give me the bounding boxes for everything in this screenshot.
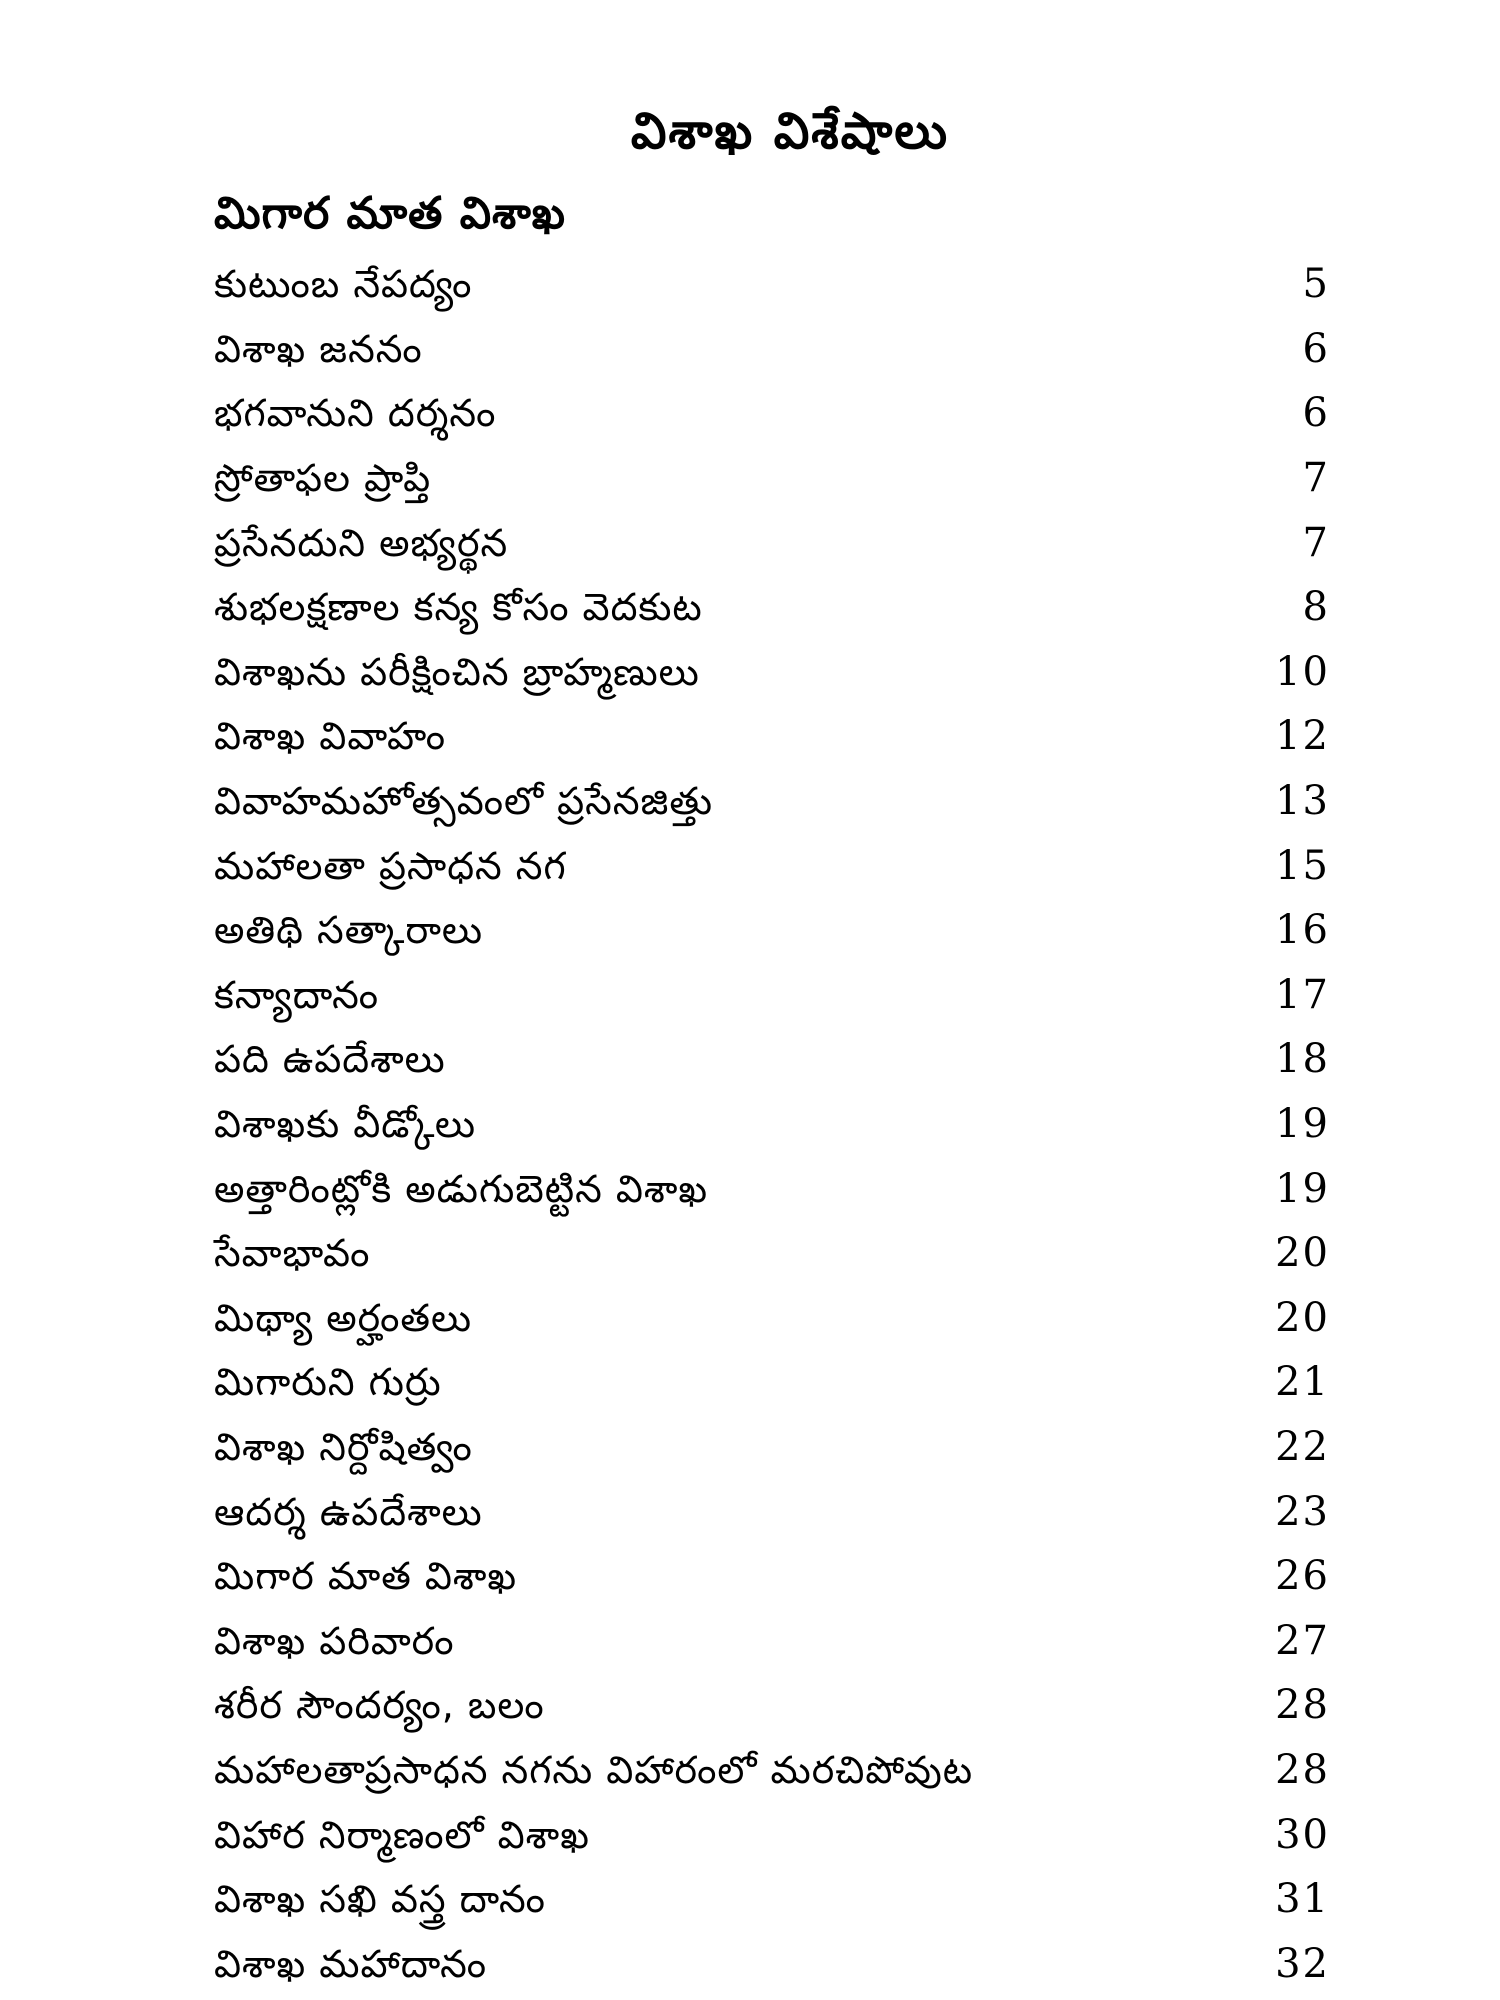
toc-entry xyxy=(214,1092,1330,1157)
toc-entry-page-number: 17 xyxy=(1275,971,1330,1018)
toc-entry-page-number: 20 xyxy=(1275,1230,1330,1277)
document-title: విశాఖ విశేషాలు xyxy=(630,102,950,160)
toc-entry-page-number: 28 xyxy=(1275,1682,1330,1729)
toc-entry-page-number: 13 xyxy=(1275,778,1330,825)
toc-entry xyxy=(214,317,1330,382)
toc-entry xyxy=(214,446,1330,511)
toc-entry xyxy=(214,1673,1330,1738)
toc-entry xyxy=(214,1286,1330,1351)
toc-entry xyxy=(214,1931,1330,1996)
toc-entry-title: పది ఉపదేశాలు xyxy=(214,1037,446,1082)
toc-entry-title: మిగార మాత విశాఖ xyxy=(214,1554,518,1599)
toc-entry-page-number: 22 xyxy=(1275,1423,1330,1470)
toc-entry xyxy=(214,510,1330,575)
toc-entry-title: విశాఖ మహాదానం xyxy=(214,1941,488,1986)
toc-entry-title: మహాలతాప్రసాధన నగను విహారంలో మరచిపోవుట xyxy=(214,1747,974,1792)
toc-entry-title: వివాహమహోత్సవంలో ప్రసేనజిత్తు xyxy=(214,779,714,824)
toc-entry-title: మిగారుని గుర్రు xyxy=(214,1360,442,1405)
toc-entry xyxy=(214,1156,1330,1221)
toc-entry-title: అతిథి సత్కారాలు xyxy=(214,908,484,953)
toc-entry-page-number: 8 xyxy=(1302,584,1330,631)
toc-entry-page-number: 6 xyxy=(1302,390,1330,437)
toc-entry-title: మిథ్యా అర్హంతలు xyxy=(214,1295,473,1340)
toc-entry xyxy=(214,381,1330,446)
toc-entry-page-number: 7 xyxy=(1302,519,1330,566)
toc-entry-title: విశాఖ సఖి వస్త్ర దానం xyxy=(214,1877,546,1922)
toc-entry xyxy=(214,1867,1330,1932)
toc-entry-page-number: 30 xyxy=(1275,1811,1330,1858)
toc-entry-title: విశాఖ నిర్దోషిత్వం xyxy=(214,1424,473,1469)
toc-entry-page-number: 5 xyxy=(1302,261,1330,308)
toc-entry-title: మహాలతా ప్రసాధన నగ xyxy=(214,843,567,888)
toc-entry xyxy=(214,1802,1330,1867)
toc-entry xyxy=(214,640,1330,705)
toc-entry-page-number: 23 xyxy=(1275,1488,1330,1535)
section-heading: మిగార మాత విశాఖ xyxy=(214,188,567,239)
toc-entry-title: కన్యాదానం xyxy=(214,972,380,1017)
toc-entry xyxy=(214,1027,1330,1092)
toc-entry-page-number: 16 xyxy=(1275,907,1330,954)
toc-entry-page-number: 18 xyxy=(1275,1036,1330,1083)
toc-entry-title: అత్తారింట్లోకి అడుగుబెట్టిన విశాఖ xyxy=(214,1166,709,1211)
toc-entry xyxy=(214,1608,1330,1673)
toc-entry-title: స్రోతాఫల ప్రాప్తి xyxy=(214,456,432,501)
toc-entry-title: భగవానుని దర్శనం xyxy=(214,391,497,436)
toc-entry-page-number: 26 xyxy=(1275,1553,1330,1600)
toc-entry-page-number: 6 xyxy=(1302,325,1330,372)
toc-entry-title: శుభలక్షణాల కన్య కోసం వెదకుట xyxy=(214,585,703,630)
toc-entry-title: విశాఖ జననం xyxy=(214,326,423,371)
toc-entry-page-number: 19 xyxy=(1275,1165,1330,1212)
toc-entry-title: విశాఖను పరీక్షించిన బ్రాహ్మణులు xyxy=(214,649,700,694)
toc-entry-page-number: 27 xyxy=(1275,1617,1330,1664)
toc-entry-page-number: 10 xyxy=(1275,648,1330,695)
toc-entry-page-number: 28 xyxy=(1275,1746,1330,1793)
toc-entry-title: శరీర సౌందర్యం, బలం xyxy=(214,1683,545,1728)
toc-entry-page-number: 19 xyxy=(1275,1101,1330,1148)
toc-entry xyxy=(214,575,1330,640)
toc-entry xyxy=(214,898,1330,963)
toc-entry-page-number: 15 xyxy=(1275,842,1330,889)
toc-entry-page-number: 12 xyxy=(1275,713,1330,760)
toc-entry xyxy=(214,1479,1330,1544)
toc-entry-title: విశాఖ పరివారం xyxy=(214,1618,455,1663)
toc-entry xyxy=(214,1221,1330,1286)
toc-entry-page-number: 20 xyxy=(1275,1294,1330,1341)
toc-entry-page-number: 21 xyxy=(1275,1359,1330,1406)
toc-entry-title: విశాఖకు వీడ్కోలు xyxy=(214,1102,476,1147)
toc-entry xyxy=(214,1738,1330,1803)
toc-entry-title: విశాఖ వివాహం xyxy=(214,714,447,759)
toc-entry xyxy=(214,833,1330,898)
toc-entry-title: విహార నిర్మాణంలో విశాఖ xyxy=(214,1812,590,1857)
toc-entry-title: కుటుంబ నేపద్యం xyxy=(214,262,473,307)
toc-entry-title: ఆదర్శ ఉపదేశాలు xyxy=(214,1489,483,1534)
toc-entry-page-number: 7 xyxy=(1302,455,1330,502)
toc-entry xyxy=(214,1415,1330,1480)
table-of-contents xyxy=(214,252,1330,1996)
toc-entry xyxy=(214,1544,1330,1609)
toc-entry-page-number: 31 xyxy=(1275,1876,1330,1923)
toc-entry xyxy=(214,1350,1330,1415)
toc-entry xyxy=(214,963,1330,1028)
toc-entry xyxy=(214,769,1330,834)
toc-entry-page-number: 32 xyxy=(1275,1940,1330,1987)
toc-entry xyxy=(214,704,1330,769)
toc-entry xyxy=(214,252,1330,317)
toc-entry-title: సేవాభావం xyxy=(214,1231,371,1276)
toc-entry-title: ప్రసేనదుని అభ్యర్థన xyxy=(214,520,509,565)
